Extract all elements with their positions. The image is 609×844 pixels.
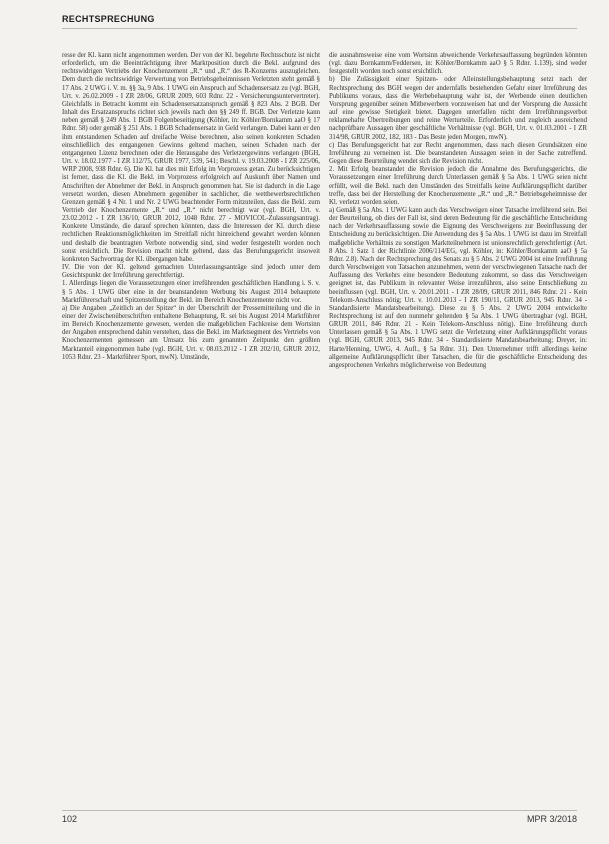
left-paragraph-2: IV. Die von der Kl. geltend gemachten Unterlassungsanträge sind jedoch unter dem Gesichtspunkt der Irreführung gerechtfertigt.: [62, 264, 320, 280]
right-paragraph-2: b) Die Zulässigkeit einer Spitzen- oder Alleinstellungsbehauptung setzt nach der Rechtsprechung des BGH wegen der andernfalls bestehenden Gefahr einer Irreführung des Publikums voraus, dass die Werbebehauptung wahr ist, der Werbende einen deutlichen Vorsprung gegenüber seinen Mitbewerbern vorzuweisen hat und der Vorsprung die Aussicht auf eine gewisse Stetigkeit bietet. Dagegen unterfallen nicht dem Irreführungsverbot reklamehafte Übertreibungen und reine Werturteile. Erforderlich und zugleich ausreichend nachprüfbare Aussagen über geschäftliche Verhältnisse (vgl. BGH, Urt. v. 01.03.2001 - I ZR 314/98, GRUR 2002, 182, 183 - Das Beste jeden Morgen, mwN).: [329, 76, 587, 141]
right-paragraph-1: die ausnahmsweise eine vom Wortsinn abweichende Verkehrsauffassung begründen könnten (vgl. dazu Bornkamm/Feddersen, in: Köhler/Bornkamm aaO § 5 Rdnr. 1.139), sind weder festgestellt worden noch sonst ersichtlich.: [329, 52, 587, 76]
right-paragraph-3: c) Das Berufungsgericht hat zur Recht angenommen, dass nach diesen Grundsätzen eine Irreführung zu verneinen ist. Die beanstandeten Aussagen seien in der Sache zutreffend. Gegen diese Beurteilung wendet sich die Revision nicht.: [329, 141, 587, 166]
footer-divider: [62, 810, 577, 811]
page-number: 102: [62, 814, 78, 824]
left-paragraph-3: 1. Allerdings liegen die Voraussetzungen einer irreführenden geschäftlichen Handlung i. S. v. § 5 Abs. 1 UWG über eine in der beanstandeten Werbung bis August 2014 behauptete Marktführerschaft und Spitzenstellung der Bekl. im Bereich Knochenzemente nicht vor.: [62, 280, 320, 304]
left-column: [62, 52, 320, 802]
right-column: [329, 52, 587, 802]
left-paragraph-4: a) Die Angaben „Zeitlich an der Spitze“ in der Überschrift der Pressemitteilung und die in einer der Zwischenüberschriften enthaltene Behauptung, R. sei bis August 2014 Marktführer im Bereich Knochenzemente gewesen, werden die maßgeblichen Fachkreise dem Wortsinn der Angaben entsprechend dahin verstehen, dass die Bekl. im Marktsegment des Vertriebs von Knochenzementen gemessen am Umsatz bis zum genannten Zeitpunkt den größten Marktanteil eingenommen habe (vgl. BGH, Urt. v. 08.03.2012 - I ZR 202/10, GRUR 2012, 1053 Rdnr. 23 - Marktführer Sport, mwN). Umstände,: [62, 304, 320, 361]
header-divider: [62, 28, 577, 29]
left-paragraph-1: resse der Kl. kann nicht angenommen werden. Der von der Kl. begehrte Rechtsschutz ist nicht erforderlich, um die Beeinträchtigung ihrer Marktposition durch die Bekl. aufgrund des rechtswidrigen Vertriebs der Knochenzement „R.“ und „R.“ des R-Konzerns auszugleichen. Dem durch die rechtswidrige Verwertung von Betriebsgeheimnissen Verletzten steht gemäß § 17 Abs. 2 UWG i. V. m. §§ 3a, 9 Abs. 1 UWG ein Anspruch auf Schadensersatz zu (vgl. BGH, Urt. v. 26.02.2009 - I ZR 28/06, GRUR 2009, 603 Rdnr. 22 - Versicherungsuntervertreter). Gleichfalls in Betracht kommt ein Schadensersatzanspruch gemäß § 823 Abs. 2 BGB. Der Inhalt des Ersatzanspruchs richtet sich jeweils nach den §§ 249 ff. BGB. Der Verletzte kann neben gemäß § 249 Abs. 1 BGB Folgenbeseitigung (Köhler, in: Köhler/Bornkamm aaO § 17 Rdnr. 58) oder gemäß § 251 Abs. 1 BGB Schadensersatz in Geld verlangen. Dabei kann er den ihm entstandenen Schaden auf dreifache Weise berechnen, also seinen konkreten Schaden einschließlich des entgangenen Gewinns geltend machen, seinen Schaden nach der entgangenen Lizenz berechnen oder die Herausgabe des Verletzergewinns verlangen (BGH, Urt. v. 18.02.1977 - I ZR 112/75, GRUR 1977, 539, 541; Beschl. v. 19.03.2008 - I ZR 225/06, WRP 2008, 938 Rdnr. 6). Die Kl. hat dies mit Erfolg im Vorprozess getan. Zu berücksichtigen ist ferner, dass die Kl. die Bekl. im Vorprozess erfolgreich auf Auskunft über Namen und Anschriften der Abnehmer der Bekl. in Anspruch genommen hat. Sie ist dadurch in die Lage versetzt worden, diesen Abnehmern gegenüber in sachlicher, die wettbewerbsrechtlichen Grenzen gemäß § 4 Nr. 1 und Nr. 2 UWG beachtender Form mitzuteilen, dass die Bekl. zum Vertrieb der Knochenzemente „R.“ und „R.“ nicht berechtigt war (vgl. BGH, Urt. v. 23.02.2012 - I ZR 136/10, GRUR 2012, 1048 Rdnr. 27 - MOVICOL-Zulassungsantrag). Konkrete Umstände, die darauf sprechen könnten, dass die Interessen der Kl. durch diese rechtlichen Reaktionsmöglichkeiten im Streitfall nicht hinreichend gewahrt werden können und deshalb die beantragten Verbote notwendig sind, sind weder festgestellt worden noch sonst ersichtlich. Die Revision macht nicht geltend, dass das Berufungsgericht insoweit konkreten Sachvortrag der Kl. übergangen habe.: [62, 52, 320, 263]
section-header: RECHTSPRECHUNG: [62, 14, 155, 24]
journal-reference: MPR 3/2018: [526, 814, 577, 824]
right-paragraph-4: 2. Mit Erfolg beanstandet die Revision jedoch die Annahme des Berufungsgerichts, die Voraussetzungen einer Irreführung durch Unterlassen gemäß § 5a Abs. 1 UWG seien nicht erfüllt, weil die Bekl. nach den Umständen des Streitfalls keine Aufklärungspflicht darüber treffe, dass bei der Herstellung der Knochenzemente „R.“ und „R.“ Betriebsgeheimnisse der Kl. verletzt worden seien.: [329, 166, 587, 206]
right-paragraph-5: a) Gemäß § 5a Abs. 1 UWG kann auch das Verschweigen einer Tatsache irreführend sein. Bei der Beurteilung, ob dies der Fall ist, sind deren Bedeutung für die geschäftliche Entscheidung nach der Verkehrsauffassung sowie die Eignung des Verschweigens zur Beeinflussung der Entscheidung zu berücksichtigen. Die Anwendung des § 5a Abs. 1 UWG ist dazu im Streitfall maßgebliche Verhältnis zu sonstigen Marktteilnehmern ist unionsrechtlich gerechtfertigt (Art. 8 Abs. 1 Satz 1 der Richtlinie 2006/114/EG, vgl. Köhler, in: Köhler/Bornkamm aaO § 5a Rdnr. 2.8). Nach der Rechtsprechung des Senats zu § 5 Abs. 2 UWG 2004 ist eine Irreführung durch Verschweigen von Tatsachen anzunehmen, wenn der verschwiegenen Tatsache nach der Auffassung des Verkehrs eine besondere Bedeutung zukommt, so dass das Verschweigen geeignet ist, das Publikum in relevanter Weise irrezuführen, also seine Entschließung zu beeinflussen (vgl. BGH, Urt. v. 20.01.2011 - I ZR 28/09, GRUR 2011, 846 Rdnr. 21 - Kein Telekom-Anschluss nötig; Urt. v. 10.01.2013 - I ZR 190/11, GRUR 2013, 945 Rdnr. 34 - Standardisierte Mandatsbearbeitung). Diese zu § 5 Abs. 2 UWG 2004 entwickelte Rechtsprechung ist auf den nunmehr geltenden § 5a Abs. 1 UWG übertragbar (vgl. BGH, GRUR 2011, 846 Rdnr. 21 - Kein Telekom-Anschluss nötig). Eine Irreführung durch Unterlassen gemäß § 5a Abs. 1 UWG setzt die Verletzung einer Aufklärungspflicht voraus (vgl. BGH, GRUR 2013, 945 Rdnr. 34 - Standardisierte Mandatsbearbeitung; Dreyer, in: Harte/Henning, UWG, 4. Aufl., § 5a Rdnr. 31). Den Unternehmer trifft allerdings keine allgemeine Aufklärungspflicht über Tatsachen, die für die geschäftliche Entscheidung des angesprochenen Verkehrs möglicherweise von Bedeutung: [329, 206, 587, 369]
